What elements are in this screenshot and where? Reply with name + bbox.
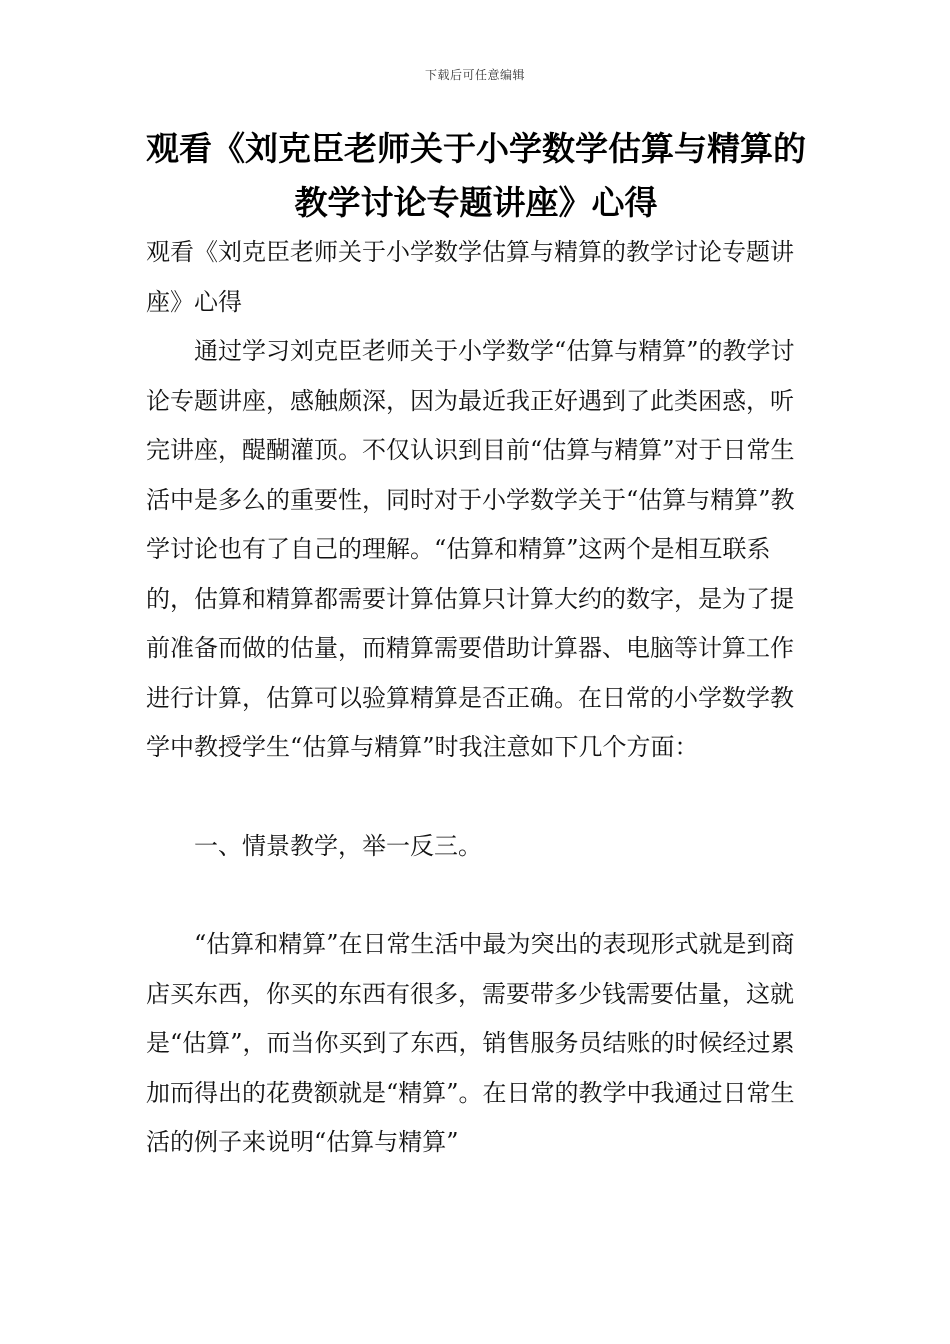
document-body	[146, 228, 806, 1168]
paragraph-intro: 通过学习刘克臣老师关于小学数学“估算与精算”的教学讨论专题讲座，感触颇深，因为最近我正好遇到了此类困惑，听完讲座，醍醐灌顶。不仅认识到目前“估算与精算”对于日常生活中是多么的重要性，同时对于小学数学关于“估算与精算”教学讨论也有了自己的理解。“估算和精算”这两个是相互联系的，估算和精算都需要计算估算只计算大约的数字，是为了提前准备而做的估量，而精算需要借助计算器、电脑等计算工作进行计算，估算可以验算精算是否正确。在日常的小学数学教学中教授学生“估算与精算”时我注意如下几个方面：	[146, 337, 795, 761]
paragraph-example: “估算和精算”在日常生活中最为突出的表现形式就是到商店买东西，你买的东西有很多，需要带多少钱需要估量，这就是“估算”，而当你买到了东西，销售服务员结账的时候经过累加而得出的花费额就是“精算”。在日常的教学中我通过日常生活的例子来说明“估算与精算”	[146, 930, 795, 1156]
header-note: 下载后可任意编辑	[424, 68, 525, 82]
paragraph-gap	[146, 773, 806, 822]
subtitle: 观看《刘克臣老师关于小学数学估算与精算的教学讨论专题讲座》心得	[146, 238, 794, 316]
paragraph-gap	[146, 871, 806, 920]
document-title: 观看《刘克臣老师关于小学数学估算与精算的教学讨论专题讲座》心得	[146, 129, 806, 222]
section-heading: 一、情景教学，举一反三。	[194, 831, 482, 860]
